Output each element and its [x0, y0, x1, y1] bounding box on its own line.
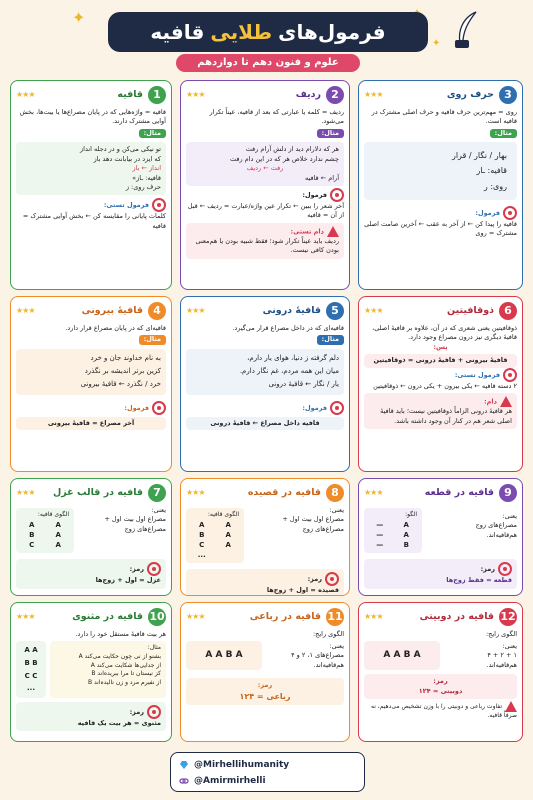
- card-title: ذوقافیتین: [447, 305, 494, 317]
- card-qafiye: [10, 80, 172, 290]
- card-number: 4: [148, 302, 166, 320]
- means-text: مصراع‌های زوج: [475, 521, 517, 530]
- card-title: قافیه: [117, 89, 143, 101]
- page-title: [108, 12, 428, 52]
- rating-stars: ★★★: [186, 306, 205, 316]
- code-box: [186, 569, 344, 596]
- definition: هر بیت قافیهٔ مستقل خود را دارد.: [75, 630, 166, 638]
- card-number: 10: [148, 608, 166, 626]
- card-title: قافیهٔ بیرونی: [81, 305, 143, 317]
- means-label: یعنی:: [502, 641, 517, 650]
- pattern-cell: C: [29, 540, 35, 549]
- formula-label: فرمول:: [124, 403, 149, 412]
- card-dobeiti: [358, 602, 523, 742]
- pattern-box: [186, 508, 244, 563]
- example-box: [16, 142, 166, 195]
- card-title: ردیف: [295, 89, 321, 101]
- formula-label: فرمول تستی:: [103, 201, 149, 210]
- example-line: حرف روی: ز: [125, 182, 161, 191]
- pattern-cell: ...: [197, 551, 206, 560]
- formula-text: ۲ دسته قافیه ← یکی بیرون + یکی درون ← ذوقافیتین: [373, 381, 517, 390]
- pattern-cell: B: [29, 530, 35, 539]
- pattern-cell: A: [403, 530, 409, 539]
- example-box: [364, 142, 517, 200]
- formula-label: فرمول:: [475, 208, 500, 217]
- card-birooni: [10, 296, 172, 472]
- card-qaside: [180, 478, 350, 596]
- warning-icon: [500, 396, 512, 407]
- diamond-icon: [179, 760, 189, 770]
- means-text: هم‌قافیه‌اند.: [486, 530, 517, 539]
- example-line: تو نیکی می‌کن و در دجله انداز: [80, 145, 161, 154]
- target-icon: [503, 368, 517, 382]
- means-label: یعنی:: [329, 506, 344, 514]
- pattern-cell: A: [29, 520, 35, 529]
- pattern-label: الگو:: [405, 511, 417, 518]
- means-text: مصراع اول بیت اول +: [282, 515, 344, 524]
- target-icon: [147, 705, 161, 719]
- example-tag: مثال:: [139, 129, 166, 138]
- quill-ink-icon: [452, 10, 482, 50]
- means-text: ۱ + ۲ + ۴: [487, 651, 517, 660]
- code-text: مثنوی = هر بیت یک قافیه: [77, 718, 161, 727]
- rating-stars: ★★★: [364, 306, 383, 316]
- pattern-cell: A: [403, 520, 409, 529]
- formula-label: فرمول:: [302, 403, 327, 412]
- pattern-box: [16, 508, 74, 553]
- pattern-cell: —: [376, 520, 384, 529]
- rating-stars: ★★★: [364, 488, 383, 498]
- sparkle-icon: ✦: [432, 38, 441, 49]
- trap-box: [364, 393, 517, 429]
- code-box: [364, 674, 517, 699]
- example-line: رفت ← ردیف: [246, 164, 284, 173]
- example-line: کز نیستان تا مرا ببریده‌اند B: [91, 670, 161, 678]
- example-line: به نام خداوند جان و خرد: [90, 353, 161, 362]
- subtitle-badge: علوم و فنون دهم تا دوازدهم: [176, 54, 360, 72]
- code-box: [16, 559, 166, 588]
- code-label: رمز:: [433, 677, 448, 686]
- means-label: یعنی:: [329, 641, 344, 650]
- target-icon: [498, 562, 512, 576]
- rating-stars: ★★★: [16, 90, 35, 100]
- card-title: حرف روی: [446, 89, 494, 101]
- code-box: [16, 702, 166, 731]
- code-text: قصیده = اول + زوج‌ها: [266, 586, 339, 595]
- pattern-label: الگوی رایج:: [312, 630, 344, 638]
- pattern-cell: A: [55, 520, 61, 529]
- title-part: قافیه: [150, 20, 205, 44]
- rating-stars: ★★★: [186, 90, 205, 100]
- code-text: غزل = اول + زوج‌ها: [95, 576, 161, 585]
- example-line: روی: ر: [483, 181, 507, 191]
- pattern-cell: [218, 550, 240, 560]
- pattern-cell: A: [225, 530, 231, 539]
- formula-text: آخر شعر را ببین ← تکرار عین واژه/عبارت = ردیف ← قبل از آن = قافیه: [187, 201, 344, 220]
- pattern-cell: C C: [24, 671, 38, 680]
- pattern-cell: ...: [27, 684, 35, 693]
- card-number: 8: [326, 484, 344, 502]
- pattern-cell: B B: [24, 659, 38, 668]
- example-tag: مثال:: [317, 129, 344, 138]
- handle-link[interactable]: @Mirhellihumanity: [194, 760, 290, 770]
- means-label: یعنی:: [502, 512, 517, 520]
- example-line: از نفیرم مرد و زن نالیده‌اند B: [88, 679, 161, 687]
- card-number: 2: [326, 86, 344, 104]
- trap-label: دام:: [484, 397, 497, 406]
- card-ghazal: [10, 478, 172, 596]
- warning-icon: [327, 226, 339, 237]
- definition: قافیه = واژه‌هایی که در پایان مصراع‌ها یا بیت‌ها، بخش آوایی مشترک دارند.: [19, 108, 166, 126]
- example-line: یار / نگار ← قافیهٔ درونی: [268, 380, 339, 389]
- definition: روی = مهم‌ترین حرف قافیه و حرف اصلی مشترک در قافیه است.: [371, 108, 517, 126]
- pattern-cell: B: [199, 530, 205, 539]
- rating-stars: ★★★: [186, 488, 205, 498]
- example-tag: مثال:: [317, 335, 344, 344]
- card-robaei: [180, 602, 350, 742]
- definition: قافیه‌ای که در پایان مصراع قرار دارد.: [65, 324, 166, 332]
- rhyme-pattern: A A B A: [364, 641, 440, 670]
- card-number: 5: [326, 302, 344, 320]
- card-title: قافیهٔ درونی: [262, 305, 321, 317]
- card-zolqafiyatein: [358, 296, 523, 472]
- card-number: 12: [499, 608, 517, 626]
- example-line: از جدایی‌ها شکایت می‌کند A: [90, 661, 161, 669]
- formula-label: فرمول تستی:: [454, 370, 500, 379]
- rhyme-pattern: [21, 520, 69, 550]
- example-line: قافیه: ـار: [476, 166, 507, 176]
- result-text: قافیهٔ بیرونی + قافیهٔ درونی = ذوقافیتین: [364, 354, 517, 367]
- code-label: رمز:: [257, 681, 273, 690]
- example-line: کزین برتر اندیشه بر نگذرد: [84, 367, 161, 376]
- example-line: دلم گرفته ز دنیا، هوای یار دارم،: [247, 353, 339, 362]
- formula-text: قافیه داخل مصراع ← قافیهٔ درونی: [186, 417, 344, 430]
- code-text: رباعی = ۱۲۴: [239, 691, 291, 701]
- card-title: قافیه در قالب غزل: [53, 487, 143, 499]
- rhyme-pattern: [16, 641, 46, 697]
- formula-text: کلمات پایانی را مقایسه کن ← بخش آوایی مشترک = قافیه: [22, 212, 166, 230]
- note-text: تفاوت رباعی و دوبیتی را با وزن تشخیص می‌دهیم، نه صرفاً قافیه.: [371, 703, 517, 720]
- title-part: فرمول‌های: [278, 20, 386, 44]
- code-box: [186, 678, 344, 705]
- example-line: قافیه: ـاز»: [132, 173, 161, 182]
- pattern-label: الگوی رایج:: [485, 630, 517, 638]
- example-box: [50, 641, 166, 697]
- example-line: انداز ← باز: [132, 164, 161, 173]
- rating-stars: ★★★: [16, 612, 35, 622]
- code-label: رمز:: [307, 575, 322, 584]
- pattern-cell: A: [55, 530, 61, 539]
- target-icon: [147, 562, 161, 576]
- title-highlight: طلایی: [210, 20, 273, 44]
- rating-stars: ★★★: [364, 612, 383, 622]
- card-number: 3: [499, 86, 517, 104]
- trap-text: هر قافیهٔ درونی الزاماً ذوقافیتین نیست؛ باید قافیهٔ اصلی شعر هم در کنار آن وجود داشته باشد.: [380, 407, 512, 425]
- definition: ردیف = کلمه یا عبارتی که بعد از قافیه، عیناً تکرار می‌شود.: [209, 108, 344, 126]
- card-number: 6: [499, 302, 517, 320]
- example-box: [186, 349, 344, 395]
- formula-label: فرمول:: [302, 190, 327, 199]
- pattern-cell: A: [199, 520, 205, 529]
- pattern-cell: B: [403, 540, 409, 549]
- rhyme-pattern: A A B A: [186, 641, 262, 670]
- target-icon: [503, 206, 517, 220]
- pattern-label: الگوی قافیه:: [207, 511, 239, 518]
- target-icon: [152, 401, 166, 415]
- rhyme-pattern: [369, 520, 417, 550]
- formula-text: قافیه را پیدا کن ← از آخر به عقب ← آخرین صامت اصلی مشترک = روی: [364, 219, 517, 238]
- target-icon: [152, 198, 166, 212]
- pattern-cell: C: [199, 540, 205, 549]
- card-title: قافیه در قطعه: [424, 487, 494, 499]
- code-label: رمز:: [480, 565, 495, 574]
- card-title: قافیه در مثنوی: [72, 611, 143, 623]
- result-label: پس:: [433, 342, 448, 351]
- card-title: قافیه در قصیده: [247, 487, 321, 499]
- example-line: بهار / نگار / قرار: [451, 151, 507, 161]
- card-title: قافیه در دوبیتی: [419, 611, 494, 623]
- card-qete: [358, 478, 523, 596]
- example-tag: مثال:: [490, 129, 517, 138]
- example-line: میان این همه مردم، غم نگار دارم.: [239, 367, 339, 376]
- trap-box: [186, 223, 344, 259]
- card-number: 11: [326, 608, 344, 626]
- card-masnavi: [10, 602, 172, 742]
- example-line: آرام ← قافیه: [305, 173, 339, 182]
- card-number: 9: [499, 484, 517, 502]
- card-radif: [180, 80, 350, 290]
- means-text: هم‌قافیه‌اند.: [486, 660, 517, 669]
- pattern-cell: —: [376, 540, 384, 549]
- link-icon: [179, 776, 189, 786]
- example-box: [186, 142, 344, 186]
- example-line: هر که دلارام دید از دلش آرام رفت: [245, 145, 339, 154]
- example-tag: مثال:: [139, 335, 166, 344]
- warning-icon: [505, 701, 517, 712]
- target-icon: [325, 572, 339, 586]
- formula-text: آخر مصراع = قافیهٔ بیرونی: [16, 417, 166, 430]
- example-line: خرد / نگذرد ← قافیهٔ بیرونی: [80, 380, 161, 389]
- pattern-label: الگوی قافیه:: [37, 511, 69, 518]
- definition: ذوقافیتین یعنی شعری که در آن، علاوه بر قافیهٔ اصلی، قافیهٔ دیگری نیز درون مصراع وجود دارد.: [372, 324, 517, 342]
- rating-stars: ★★★: [364, 90, 383, 100]
- rating-stars: ★★★: [16, 306, 35, 316]
- handle-link[interactable]: @Amirmirhelli: [194, 776, 266, 786]
- rating-stars: ★★★: [186, 612, 205, 622]
- means-text: مصراع اول بیت اول +: [104, 515, 166, 524]
- means-text: مصراع‌های زوج: [302, 524, 344, 533]
- definition: قافیه‌ای که در داخل مصراع قرار می‌گیرد.: [232, 324, 344, 332]
- target-icon: [330, 401, 344, 415]
- means-text: مصراع‌های زوج: [124, 524, 166, 533]
- example-line: که ایزد در بیابانت دهد باز: [93, 154, 161, 163]
- trap-label: دام تستی:: [290, 227, 324, 236]
- means-text: مصراع‌های ۱، ۲ و ۴: [291, 651, 344, 660]
- pattern-box: [364, 508, 422, 553]
- card-title: قافیه در رباعی: [249, 611, 321, 623]
- code-text: دوبیتی = ۱۲۴: [418, 686, 463, 695]
- footer-handles: [170, 752, 365, 792]
- example-line: بشنو از نی چون حکایت می‌کند A: [78, 653, 161, 661]
- pattern-cell: A: [55, 540, 61, 549]
- rhyme-pattern: [191, 520, 239, 561]
- example-line: چشم ندارد خلاص هر که در این دام رفت: [229, 154, 339, 163]
- rating-stars: ★★★: [16, 488, 35, 498]
- code-box: [364, 559, 517, 588]
- pattern-cell: A: [225, 520, 231, 529]
- code-label: رمز:: [129, 565, 144, 574]
- trap-text: ردیف باید عیناً تکرار شود؛ فقط شبیه بودن یا هم‌معنی بودن کافی نیست.: [195, 236, 339, 255]
- pattern-cell: —: [376, 530, 384, 539]
- code-text: قطعه = فقط زوج‌ها: [446, 576, 512, 585]
- example-box: [16, 349, 166, 395]
- card-number: 7: [148, 484, 166, 502]
- sparkle-icon: ✦: [72, 8, 86, 27]
- example-tag: مثال:: [147, 644, 161, 652]
- code-label: رمز:: [129, 707, 144, 716]
- pattern-cell: A: [225, 540, 231, 549]
- target-icon: [330, 188, 344, 202]
- pattern-cell: A A: [24, 646, 38, 655]
- card-number: 1: [148, 86, 166, 104]
- card-darooni: [180, 296, 350, 472]
- card-harf-ravi: [358, 80, 523, 290]
- means-label: یعنی:: [151, 506, 166, 514]
- means-text: هم‌قافیه‌اند.: [313, 660, 344, 669]
